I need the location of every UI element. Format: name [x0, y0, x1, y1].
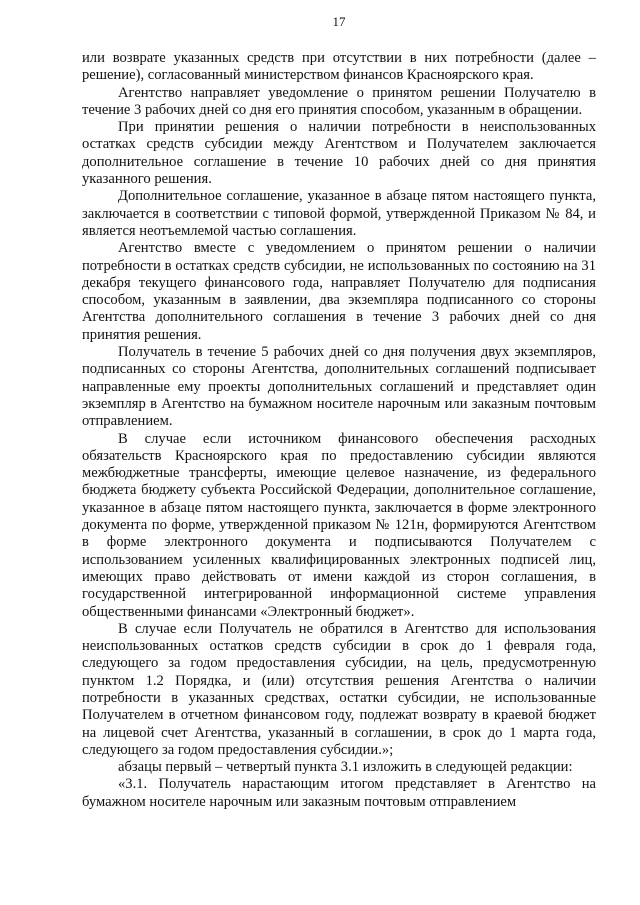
page-number: 17	[332, 14, 346, 29]
paragraph-10: «3.1. Получатель нарастающим итогом представляет в Агентство на бумажном носителе нарочным или заказным почтовым отправлением	[82, 776, 596, 810]
paragraph-3: При принятии решения о наличии потребности в неиспользованных остатках средств субсидии между Агентством и Получателем заключается дополнительное соглашение в течение 10 рабочих дней со дня принятия указанного решения.	[82, 119, 596, 188]
paragraph-5: Агентство вместе с уведомлением о принятом решении о наличии потребности в остатках средств субсидии, не использованных по состоянию на 31 декабря текущего финансового года, направляет Получателю для подписания способом, указанным в заявлении, два экземпляра подписанного со стороны Агентства дополнительного соглашения в течение 3 рабочих дней со дня принятия решения.	[82, 240, 596, 343]
paragraph-2: Агентство направляет уведомление о принятом решении Получателю в течение 3 рабочих дней со дня его принятия способом, указанным в обращении.	[82, 84, 596, 118]
paragraph-4: Дополнительное соглашение, указанное в абзаце пятом настоящего пункта, заключается в соответствии с типовой формой, утвержденной Приказом № 84, и является неотъемлемой частью соглашения.	[82, 188, 596, 239]
paragraph-6: Получатель в течение 5 рабочих дней со дня получения двух экземпляров, подписанных со стороны Агентства, дополнительных соглашений подписывает направленные ему проекты дополнительных соглашений и представляет один экземпляр в Агентство на бумажном носителе нарочным или заказным почтовым отправлением.	[82, 344, 596, 430]
paragraph-1: или возврате указанных средств при отсутствии в них потребности (далее – решение), согласованный министерством финансов Красноярского края.	[82, 50, 596, 84]
paragraph-8: В случае если Получатель не обратился в Агентство для использования неиспользованных остатков средств субсидии в срок до 1 февраля года, следующего за годом предоставления субсидии, на цель, предусмотренную пунктом 1.2 Порядка, и (или) отсутствия решения Агентства о наличии потребности в указанных средствах, остатки субсидии, не использованные Получателем в отчетном финансовом году, подлежат возврату в краевой бюджет на лицевой счет Агентства, указанный в соглашении, в срок до 1 марта года, следующего за годом предоставления субсидии.»;	[82, 620, 596, 758]
paragraph-7: В случае если источником финансового обеспечения расходных обязательств Красноярского края по предоставлению субсидии являются межбюджетные трансферты, имеющие целевое назначение, из федерального бюджета бюджету субъекта Российской Федерации, дополнительное соглашение, указанное в абзаце пятом настоящего пункта, заключается в форме электронного документа по форме, утвержденной приказом № 121н, формируются Агентством в форме электронного документа и подписываются Получателем с использованием усиленных квалифицированных электронных подписей лиц, имеющих право действовать от имени каждой из сторон соглашения, в государственной интегрированной информационной системе управления общественными финансами «Электронный бюджет».	[82, 430, 596, 620]
paragraph-9: абзацы первый – четвертый пункта 3.1 изложить в следующей редакции:	[118, 759, 573, 776]
